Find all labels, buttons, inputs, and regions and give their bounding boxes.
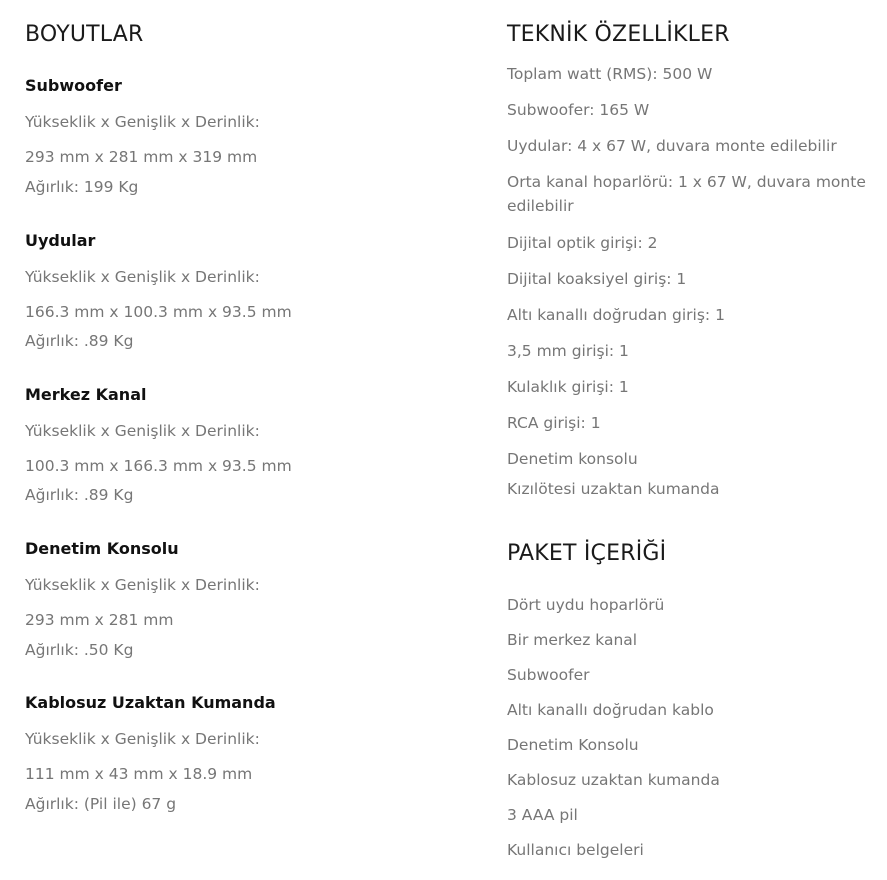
package-item: Subwoofer: [507, 666, 590, 684]
spec-item: Altı kanallı doğrudan giriş: 1: [507, 306, 725, 324]
spec-item: Dijital koaksiyel giriş: 1: [507, 270, 687, 288]
group-title: Subwoofer: [25, 76, 122, 95]
spec-item: Kulaklık girişi: 1: [507, 378, 629, 396]
group-weight: Ağırlık: .89 Kg: [25, 486, 134, 504]
group-title: Uydular: [25, 231, 96, 250]
group-title: Merkez Kanal: [25, 385, 147, 404]
group-weight: Ağırlık: .89 Kg: [25, 332, 134, 350]
spec-item: Denetim konsolu: [507, 450, 638, 468]
group-size: 100.3 mm x 166.3 mm x 93.5 mm: [25, 457, 292, 475]
group-dimension-label: Yükseklik x Genişlik x Derinlik:: [25, 113, 260, 131]
package-item: Kullanıcı belgeleri: [507, 841, 644, 859]
spec-item: Orta kanal hoparlörü: 1 x 67 W, duvara monte edilebilir: [507, 173, 866, 215]
package-heading: PAKET İÇERİĞİ: [507, 541, 667, 566]
package-item: 3 AAA pil: [507, 806, 578, 824]
specs-heading: TEKNİK ÖZELLİKLER: [507, 22, 730, 47]
spec-item: Kızılötesi uzaktan kumanda: [507, 480, 720, 498]
spec-item: Toplam watt (RMS): 500 W: [507, 65, 713, 83]
group-weight: Ağırlık: .50 Kg: [25, 641, 134, 659]
package-item: Dört uydu hoparlörü: [507, 596, 665, 614]
group-dimension-label: Yükseklik x Genişlik x Derinlik:: [25, 576, 260, 594]
group-dimension-label: Yükseklik x Genişlik x Derinlik:: [25, 268, 260, 286]
group-size: 293 mm x 281 mm: [25, 611, 174, 629]
group-title: Kablosuz Uzaktan Kumanda: [25, 693, 276, 712]
spec-item: Subwoofer: 165 W: [507, 101, 650, 119]
dimensions-heading: BOYUTLAR: [25, 22, 144, 47]
group-title: Denetim Konsolu: [25, 539, 179, 558]
package-item: Denetim Konsolu: [507, 736, 639, 754]
group-size: 111 mm x 43 mm x 18.9 mm: [25, 765, 253, 783]
group-size: 166.3 mm x 100.3 mm x 93.5 mm: [25, 303, 292, 321]
spec-item: Dijital optik girişi: 2: [507, 234, 658, 252]
group-dimension-label: Yükseklik x Genişlik x Derinlik:: [25, 422, 260, 440]
package-item: Bir merkez kanal: [507, 631, 638, 649]
group-weight: Ağırlık: (Pil ile) 67 g: [25, 795, 177, 813]
spec-item: 3,5 mm girişi: 1: [507, 342, 629, 360]
package-item: Altı kanallı doğrudan kablo: [507, 701, 714, 719]
group-weight: Ağırlık: 199 Kg: [25, 178, 139, 196]
package-item: Kablosuz uzaktan kumanda: [507, 771, 720, 789]
group-size: 293 mm x 281 mm x 319 mm: [25, 148, 258, 166]
group-dimension-label: Yükseklik x Genişlik x Derinlik:: [25, 730, 260, 748]
spec-item: Uydular: 4 x 67 W, duvara monte edilebilir: [507, 137, 837, 155]
spec-item: RCA girişi: 1: [507, 414, 601, 432]
